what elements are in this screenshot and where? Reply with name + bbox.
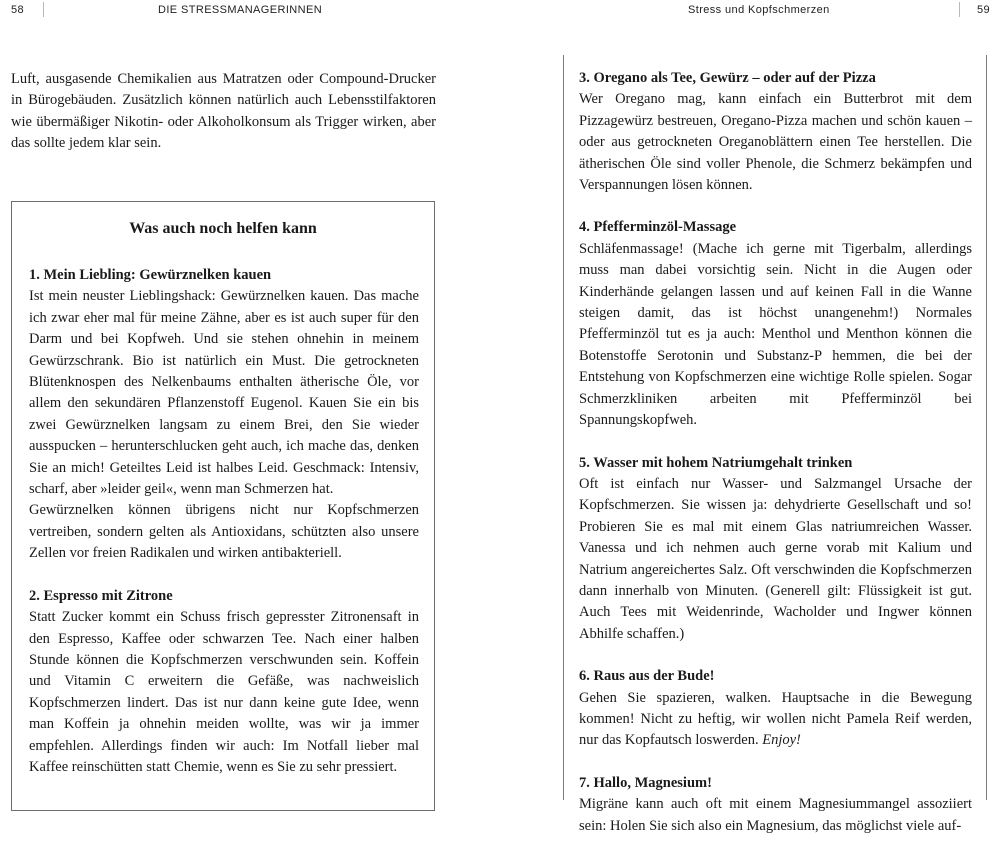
- header-divider-right: [959, 2, 960, 17]
- right-section-4: [579, 217, 972, 431]
- right-section-7: [579, 773, 972, 837]
- emphasis-text: Enjoy!: [762, 732, 801, 749]
- section-heading: 2. Espresso mit Zitrone: [29, 587, 173, 604]
- left-page: [0, 0, 500, 800]
- section-heading: 3. Oregano als Tee, Gewürz – oder auf der Pizza: [579, 70, 876, 86]
- right-box-border-right: [986, 55, 987, 800]
- right-running-title: Stress und Kopfschmerzen: [688, 4, 830, 16]
- right-section-5: [579, 453, 972, 646]
- section-heading: 6. Raus aus der Bude!: [579, 668, 715, 685]
- right-page-number: 59: [977, 4, 991, 16]
- section-paragraph: Wer Oregano mag, kann einfach ein Butterbrot mit dem Pizzagewürz bestreuen, Oregano-Pizza machen und schön kauen – oder aus getrockneten Oreganoblättern einen Tee herstellen. Die ätherischen Öle sind voller Phenole, die Schmerz bekämpfen und Verspannungen lösen können.: [579, 91, 972, 194]
- section-paragraph: [579, 688, 972, 752]
- section-heading: 1. Mein Liebling: Gewürznelken kauen: [29, 267, 272, 283]
- paragraph-text: Gehen Sie spazieren, walken. Hauptsache in die Bewegung kommen! Nicht zu heftig, wir wollen nicht Pamela Reif werden, nur das Kopfautsch loswerden.: [579, 689, 972, 749]
- left-page-number: 58: [11, 4, 25, 16]
- tip-box: [11, 201, 435, 811]
- section-paragraph: Schläfenmassage! (Mache ich gerne mit Tigerbalm, allerdings muss man dabei vorsichtig sein. Nicht in die Augen oder Kinderhände gelangen lassen und auf keinen Fall in die Wanne steigen damit, das ist höchst unangenehm!) Normales Pfefferminzöl tut es ja auch: Menthol und Menthon können die Botenstoffe Serotonin und Substanz-P hemmen, die bei der Entstehung von Kopfschmerzen eine wichtige Rolle spielen. Sogar Schmerzkliniken arbeiten mit Pfefferminzöl bei Spannungskopfweh.: [579, 240, 972, 429]
- header-divider-left: [43, 2, 44, 17]
- section-heading: 7. Hallo, Magnesium!: [579, 774, 712, 791]
- section-paragraph: Ist mein neuster Lieblingshack: Gewürznelken kauen. Das mache ich zwar eher mal für meine Zähne, aber es ist auch super für den Darm und bei Kopfweh. Und sie stehen ohnehin in meinem Gewürzschrank. Bio ist natürlich ein Must. Die getrockneten Blütenknospen des Nelkenbaums enthalten ätherische Öle, vor allem den sekundären Pflanzenstoff Eugenol. Kauen Sie ein bis zwei Gewürznelken langsam zu einem Brei, den Sie wieder ausspucken – herunterschlucken geht auch, ich mache das, denken Sie an mich! Geteiltes Leid ist halbes Leid. Geschmack: Intensiv, scharf, aber »leider geil«, wenn man Schmerzen hat.: [29, 288, 419, 498]
- section-heading: 4. Pfefferminzöl-Massage: [579, 219, 737, 236]
- right-section-3: [579, 68, 972, 196]
- box-section-1: [29, 265, 419, 565]
- right-box-border-left: [563, 55, 564, 800]
- section-paragraph: Oft ist einfach nur Wasser- und Salzmangel Ursache der Kopfschmerzen. Sie wissen ja: dehydrierte Gesellschaft und so! Probieren Sie es mal mit einem Glas natriumreichen Wasser. Vanessa und ich nehmen auch gerne vorab mit Kalium und Natrium angereichertes Salz. Oft verschwinden die Kopfschmerzen dann innerhalb von Minuten. (Generell gilt: Flüssigkeit ist gut. Auch Tees mit Weidenrinde, Wacholder und Ingwer können Abhilfe schaffen.): [579, 475, 972, 642]
- section-paragraph: Gewürznelken können übrigens nicht nur Kopfschmerzen vertreiben, sondern gelten als Antioxidans, schützten also unsere Zellen vor freien Radikalen und wirken antibakteriell.: [29, 502, 419, 562]
- right-section-6: [579, 666, 972, 752]
- intro-paragraph: Luft, ausgasende Chemikalien aus Matratzen oder Compound-Drucker in Bürogebäuden. Zusätzlich können natürlich auch Lebensstilfaktoren wie übermäßiger Nikotin- oder Alkoholkonsum als Trigger wirken, aber das sollte jedem klar sein.: [11, 71, 436, 152]
- left-running-title: DIE STRESSMANAGERINNEN: [158, 4, 323, 16]
- box-content: [29, 265, 419, 799]
- box-section-2: [29, 586, 419, 779]
- right-column: [579, 68, 972, 858]
- section-heading: 5. Wasser mit hohem Natriumgehalt trinken: [579, 454, 853, 471]
- section-paragraph: Migräne kann auch oft mit einem Magnesiummangel assoziiert sein: Holen Sie sich also ein Magnesium, das möglichst viele auf-: [579, 796, 972, 834]
- section-paragraph: Statt Zucker kommt ein Schuss frisch gepresster Zitronensaft in den Espresso, Kaffee oder schwarzen Tee. Nach einer halben Stunde können die Kopfschmerzen verschwunden sein. Koffein und Vitamin C erweitern die Gefäße, was nachweislich Kopfschmerzen lindert. Das ist nur dann keine gute Idee, wenn man Koffein ja ohnehin meiden wollte, was wir ja immer empfehlen. Allerdings finden wir auch: Im Notfall lieber mal Kaffee reinschütten statt Chemie, wenn es Sie zu sehr pressiert.: [29, 609, 419, 775]
- box-title: Was auch noch helfen kann: [129, 220, 317, 237]
